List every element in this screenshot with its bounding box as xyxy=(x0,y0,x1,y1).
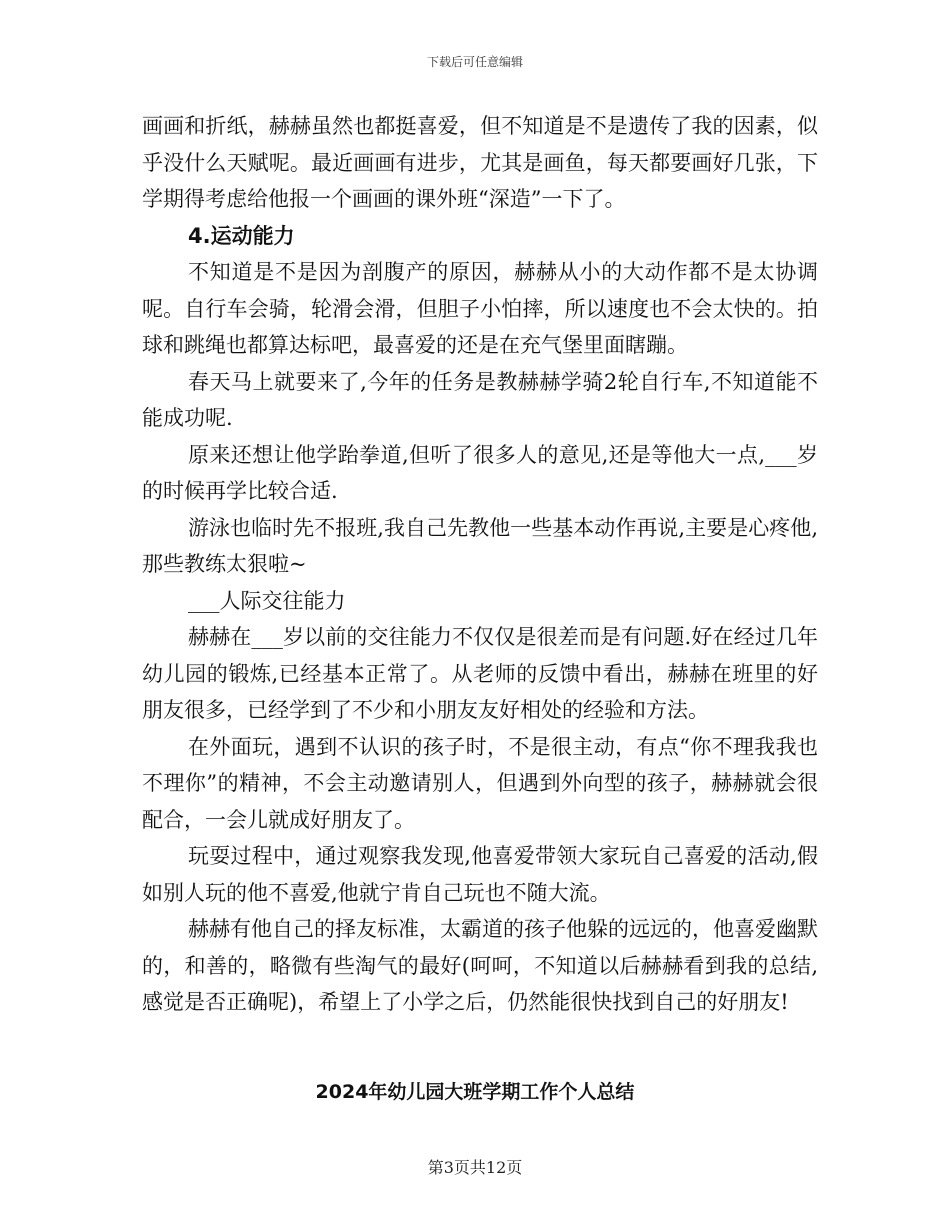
paragraph-play-leadership: 玩耍过程中，通过观察我发现,他喜爱带领大家玩自己喜爱的活动,假如别人玩的他不喜爱,他就宁肯自己玩也不随大流。 xyxy=(142,844,818,905)
paragraph-swimming: 游泳也临时先不报班,我自己先教他一些基本动作再说,主要是心疼他,那些教练太狠啦~ xyxy=(142,515,818,576)
paragraph-taekwondo: 原来还想让他学跆拳道,但听了很多人的意见,还是等他大一点,___岁的时候再学比较合适. xyxy=(142,442,818,503)
paragraph-spring-bike: 春天马上就要来了,今年的任务是教赫赫学骑2轮自行车,不知道能不能成功呢. xyxy=(142,369,818,430)
paragraph-motor-coordination: 不知道是不是因为剖腹产的原因，赫赫从小的大动作都不是太协调呢。自行车会骑，轮滑会滑，但胆子小怕摔，所以速度也不会太快的。拍球和跳绳也都算达标吧，最喜爱的还是在充气堡里面瞎蹦。 xyxy=(142,260,818,357)
document-body xyxy=(142,108,818,1021)
paragraph-social-progress: 赫赫在___岁以前的交往能力不仅仅是很差而是有问题.好在经过几年幼儿园的锻炼,已经基本正常了。从老师的反馈中看出，赫赫在班里的好朋友很多，已经学到了不少和小朋友友好相处的经验和方法。 xyxy=(142,625,818,722)
page-header: 下载后可任意编辑 xyxy=(426,55,523,69)
page-footer: 第3页共12页 xyxy=(427,1158,523,1177)
paragraph-drawing: 画画和折纸，赫赫虽然也都挺喜爱，但不知道是不是遗传了我的因素，似乎没什么天赋呢。最近画画有进步，尤其是画鱼，每天都要画好几张，下学期得考虑给他报一个画画的课外班“深造”一下了。 xyxy=(142,114,818,211)
section-heading-social-skills: ___人际交往能力 xyxy=(188,588,346,613)
paragraph-friend-criteria: 赫赫有他自己的择友标准，太霸道的孩子他躲的远远的，他喜爱幽默的，和善的，略微有些淘气的最好(呵呵，不知道以后赫赫看到我的总结,感觉是否正确呢)，希望上了小学之后，仍然能很快找到自己的好朋友! xyxy=(142,917,818,1014)
section-heading-motor-skills: 4.运动能力 xyxy=(188,223,295,248)
paragraph-strangers: 在外面玩，遇到不认识的孩子时，不是很主动，有点“你不理我我也不理你”的精神，不会主动邀请别人，但遇到外向型的孩子，赫赫就会很配合，一会儿就成好朋友了。 xyxy=(142,734,818,832)
document-title: 2024年幼儿园大班学期工作个人总结 xyxy=(315,1081,635,1103)
